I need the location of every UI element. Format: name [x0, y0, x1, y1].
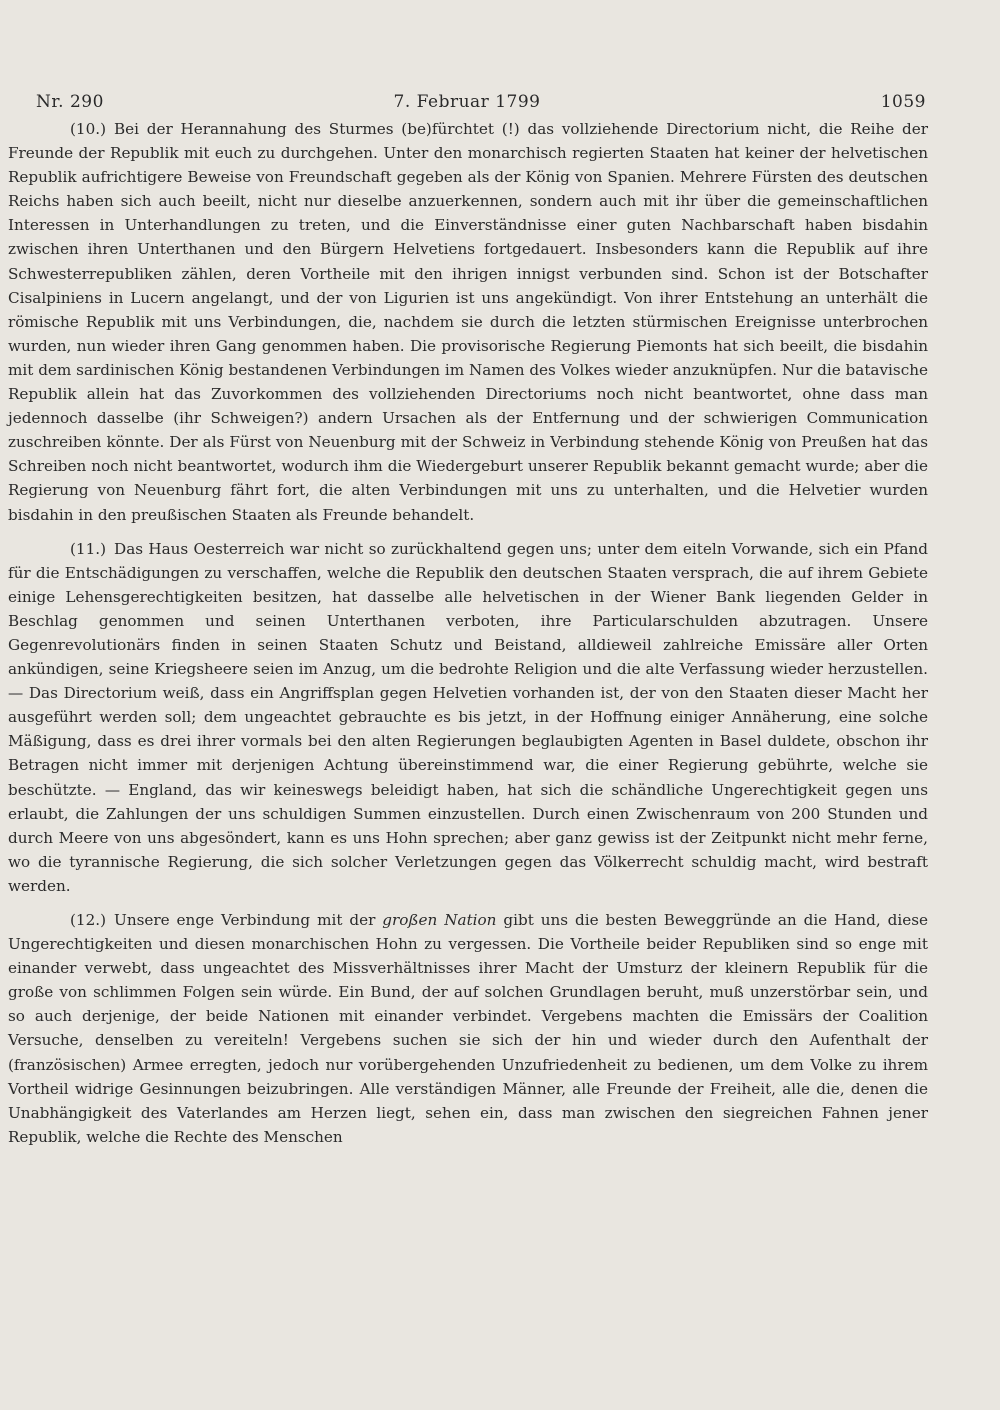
- paragraph-11: [8, 537, 928, 898]
- page-number: 1059: [880, 92, 926, 112]
- running-header: [8, 92, 926, 120]
- paragraph-text-after: gibt uns die besten Beweggründe an die Hand, diese Ungerechtigkeiten und diesen monarchischen Hohn zu vergessen. Die Vortheile beider Republiken sind so enge mit einander verwebt, dass ungeachtet des Missverhältnisses ihrer Macht der Umsturz der kleinern Republik für die große von schlimmen Folgen sein würde. Ein Bund, der auf solchen Grundlagen beruht, muß unzerstörbar sein, und so auch derjenige, der beide Nationen mit einander verbindet. Vergebens machten die Emissärs der Coalition Versuche, denselben zu vereiteln! Vergebens suchen sie sich der hin und wieder durch den Aufenthalt der (französischen) Armee erregten, jedoch nur vorübergehenden Unzufriedenheit zu bedienen, um dem Volke zu ihrem Vortheil widrige Gesinnungen beizubringen. Alle verständigen Männer, alle Freunde der Freiheit, alle die, denen die Unabhängigkeit des Vaterlandes am Herzen liegt, sehen ein, dass man zwischen den siegreichen Fahnen jener Republik, welche die Rechte des Menschen: [8, 911, 929, 1146]
- emphasized-phrase: großen Nation: [382, 911, 497, 929]
- paragraph-10: [8, 117, 928, 527]
- paragraph-number: (11.): [70, 539, 107, 558]
- paragraph-text: Bei der Herannahung des Sturmes (be)fürchtet (!) das vollziehende Directorium nicht, die Reihe der Freunde der Republik mit euch zu durchgehen. Unter den monarchisch regierten Staaten hat keiner der helvetischen Republik aufrichtigere Beweise von Freundschaft gegeben als der König von Spanien. Mehrere Fürsten des deutschen Reichs haben sich auch beeilt, nicht nur dieselbe anzuerkennen, sondern auch mit ihr über die gemeinschaftlichen Interessen in Unterhandlungen zu treten, und die Einverständnisse einer guten Nachbarschaft haben bisdahin zwischen ihren Unterthanen und den Bürgern Helvetiens fortgedauert. Insbesonders kann die Republik auf ihre Schwesterrepubliken zählen, deren Vortheile mit den ihrigen innigst verbunden sind. Schon ist der Botschafter Cisalpiniens in Lucern angelangt, und der von Ligurien ist uns angekündigt. Von ihrer Entstehung an unterhält die römische Republik mit uns Verbindungen, die, nachdem sie durch die letzten stürmischen Ereignisse unterbrochen wurden, nun wieder ihren Gang genommen haben. Die provisorische Regierung Piemonts hat sich beeilt, die bisdahin mit dem sardinischen König bestandenen Verbindungen im Namen des Volkes wieder anzuknüpfen. Nur die batavische Republik allein hat das Zuvorkommen des vollziehenden Directoriums noch nicht beantwortet, ohne dass man jedennoch dasselbe (ihr Schweigen?) andern Ursachen als der Entfernung und der schwierigen Communication zuschreiben könnte. Der als Fürst von Neuenburg mit der Schweiz in Verbindung stehende König von Preußen hat das Schreiben noch nicht beantwortet, wodurch ihm die Wiedergeburt unserer Republik bekannt gemacht wurde; aber die Regierung von Neuenburg fährt fort, die alten Verbindungen mit uns zu unterhalten, und die Helvetier wurden bisdahin in den preußischen Staaten als Freunde behandelt.: [8, 120, 928, 524]
- body-text: [8, 117, 928, 1149]
- paragraph-text-before: Unsere enge Verbindung mit der: [114, 911, 383, 929]
- paragraph-number: (12.): [70, 911, 107, 929]
- paragraph-number: (10.): [70, 120, 107, 138]
- paragraph-text: Das Haus Oesterreich war nicht so zurückhaltend gegen uns; unter dem eiteln Vorwande, sich ein Pfand für die Entschädigungen zu verschaffen, welche die Republik den deutschen Staaten versprach, die auf ihrem Gebiete einige Lehensgerechtigkeiten besitzen, hat dasselbe alle helvetischen in der Wiener Bank liegenden Gelder in Beschlag genommen und seinen Unterthanen verboten, ihre Particularschulden abzutragen. Unsere Gegenrevolutionärs finden in seinen Staaten Schutz und Beistand, alldieweil zahlreiche Emissäre aller Orten ankündigen, seine Kriegsheere seien im Anzug, um die bedrohte Religion und die alte Verfassung wieder herzustellen. — Das Directorium weiß, dass ein Angriffsplan gegen Helvetien vorhanden ist, der von den Staaten dieser Macht her ausgeführt werden soll; dem ungeachtet gebrauchte es bis jetzt, in der Hoffnung einiger Annäherung, eine solche Mäßigung, dass es drei ihrer vormals bei den alten Regierungen beglaubigten Agenten in Basel duldete, obschon ihr Betragen nicht immer mit derjenigen Achtung übereinstimmend war, die einer Regierung gebührte, welche sie beschützte. — England, das wir keineswegs beleidigt haben, hat sich die schändliche Ungerechtigkeit gegen uns erlaubt, die Zahlungen der uns schuldigen Summen einzustellen. Durch einen Zwischenraum von 200 Stunden und durch Meere von uns abgesöndert, kann es uns Hohn sprechen; aber ganz gewiss ist der Zeitpunkt nicht mehr ferne, wo die tyrannische Regierung, die sich solcher Verletzungen gegen das Völkerrecht schuldig macht, wird bestraft werden.: [8, 539, 928, 895]
- document-date: 7. Februar 1799: [393, 92, 541, 112]
- paragraph-12: [8, 908, 928, 1149]
- document-number: Nr. 290: [36, 92, 104, 112]
